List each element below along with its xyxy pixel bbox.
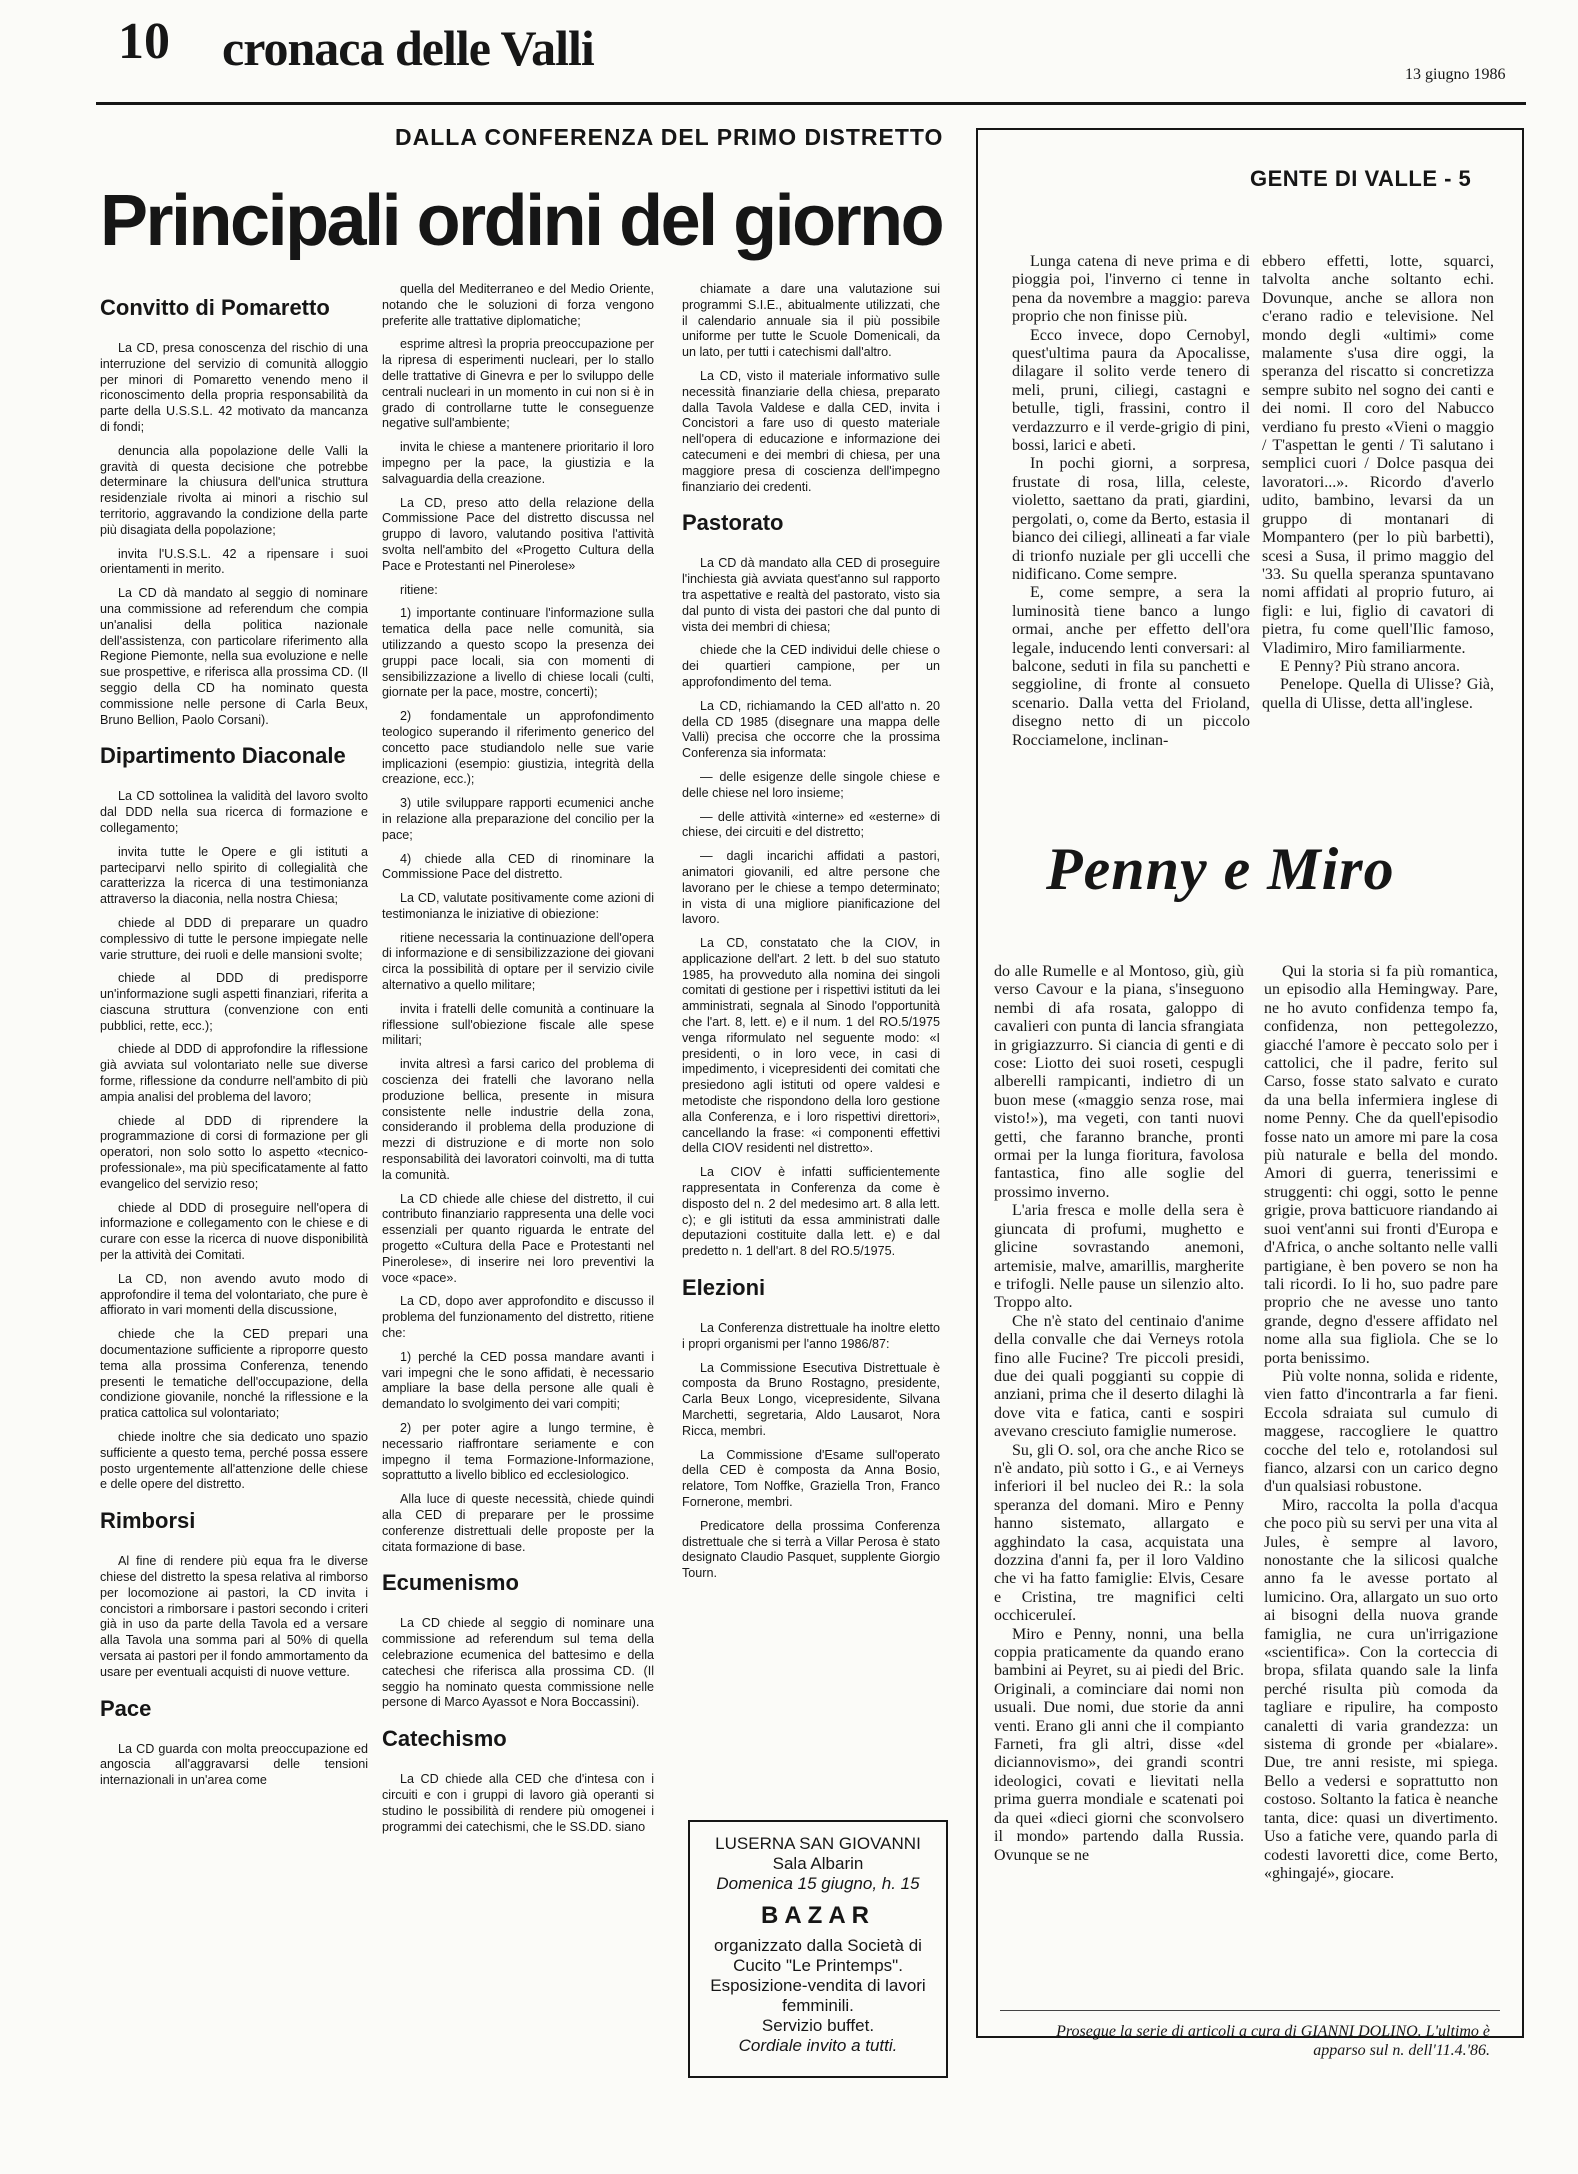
paragraph: 4) chiede alla CED di rinominare la Commissione Pace del distretto. bbox=[382, 851, 654, 882]
paragraph: Ecco invece, dopo Cernobyl, quest'ultima paura da Apocalisse, dilagare il solito verde tenero di meli, pruni, ciliegi, castagni e betulle, tigli, frassini, contro il verdazzurro e il verde-grigio di pini, bossi, larici e abeti. bbox=[1012, 326, 1250, 455]
paragraph: 1) perché la CED possa mandare avanti i vari impegni che le sono affidati, è necessario ampliare la base della persone alle quali è demandato lo svolgimento dei vari compiti; bbox=[382, 1349, 654, 1412]
paragraph: — dagli incarichi affidati a pastori, animatori giovanili, ed altre persone che lavorano per le chiese a tempo determinato; in vista di una migliore pianificazione del lavoro. bbox=[682, 849, 940, 927]
paragraph: Qui la storia si fa più romantica, un episodio alla Hemingway. Pare, ne ho avuto confidenza tempo fa, confidenza, non pettegolezzo, giacché l'amore è peccato solo per i cattolici, che il padre, ferito sul Carso, fosse stato salvato e curato da una bella infermiera inglese di nome Penny. Che da quell'episodio fosse nato un amore mi pare la cosa più naturale e bella del mondo. Amori di guerra, tenerissimi e struggenti: chi oggi, sotto le penne grigie, prova batticuore riandando ai suoi vent'anni sui fronti d'Europa e d'Africa, o anche soltanto nelle valli partigiane, è ben povero se non ha tali ricordi. Io li ho, suo padre pare proprio che ne avesse uno tanto grande, degno d'essere affidato nel nome alla sua figliola. Che se lo porta benissimo. bbox=[1264, 963, 1498, 1367]
gente-column-1 bbox=[1012, 253, 1250, 750]
paragraph: La CD chiede alle chiese del distretto, il cui contributo finanziario rappresenta una delle voci essenziali per quanto riguarda le entrate del progetto «Cultura della Pace e Protestanti nel Pinerolese», di inserire nei loro preventivi la voce «pace». bbox=[382, 1191, 654, 1285]
paragraph: chiede che la CED prepari una documentazione sufficiente a riproporre questo tema alla prossima Conferenza, tenendo presenti le tematiche dell'occupazione, della condizione giovanile, nonché la riflessione e la pratica cattolica sul volontariato; bbox=[100, 1327, 368, 1421]
paragraph: chiede al DDD di riprendere la programmazione di corsi di formazione per gli operatori, non solo sotto lo aspetto «tecnico-professionale», ma più specificatamente al fatto evangelico del servizio reso; bbox=[100, 1113, 368, 1191]
paragraph: ritiene necessaria la continuazione dell'opera di informazione e di sensibilizzazione dei giovani circa la possibilità di optare per il servizio civile alternativo a quello militare; bbox=[382, 930, 654, 993]
paragraph: invita le chiese a mantenere prioritario il loro impegno per la pace, la giustizia e la salvaguardia della creazione. bbox=[382, 440, 654, 486]
paragraph: La CD dà mandato al seggio di nominare una commissione ad referendum che compia un'analisi della politica nazionale dell'assistenza, con particolare riferimento alla Regione Piemonte, nella sua evoluzione e nelle sue prospettive, e riferisca alla prossima CD. (Il seggio della CD ha nominato questa commissione nelle persone di Carla Beux, Bruno Bellion, Paolo Corsani). bbox=[100, 586, 368, 727]
paragraph: La CD chiede al seggio di nominare una commissione ad referendum sul tema della celebrazione ecumenica del battesimo e della catechesi che riferisca alla prossima CD. (Il seggio ha nominato questa commissione nelle persone di Marco Ayassot e Nora Boccassini). bbox=[382, 1616, 654, 1710]
paragraph: 2) per poter agire a lungo termine, è necessario riaffrontare seriamente e con impegno il tema Formazione-Informazione, soprattutto a livello biblico ed ecclesiologico. bbox=[382, 1421, 654, 1483]
section-kicker: DALLA CONFERENZA DEL PRIMO DISTRETTO bbox=[395, 124, 944, 150]
paragraph: Penelope. Quella di Ulisse? Già, quella di Ulisse, detta all'inglese. bbox=[1262, 676, 1494, 712]
paragraph: invita tutte le Opere e gli istituti a parteciparvi nello spirito di collegialità che caratterizza la ricerca di una testimonianza attraverso la diaconia, nella nostra Chiesa; bbox=[100, 844, 368, 907]
paragraph: esprime altresì la propria preoccupazione per la ripresa di esperimenti nucleari, per lo stallo delle trattative di Ginevra e per lo sviluppo delle centrali nucleari in un momento in cui non si è in grado di controllarne tutte le conseguenze negative sull'ambiente; bbox=[382, 337, 654, 431]
paragraph: Alla luce di queste necessità, chiede quindi alla CED di preparare per le prossime conferenze distrettuali delle proposte per la citata formazione di base. bbox=[382, 1492, 654, 1554]
footer-divider bbox=[1000, 2010, 1500, 2011]
paragraph: Miro e Penny, nonni, una bella coppia praticamente da quando erano bambini ai Peyret, su ai piedi del Bric. Originali, a cominciare dai nomi non usuali. Due nomi, due storie da anni venti. Erano gli anni che il compianto Farneti, fra gli altri, disse «del diciannovismo», dei grandi scontri ideologici, covati e lievitati nella prima guerra mondiale e scatenati poi da quei «dieci giorni che sconvolsero il mondo» partendo dalla Russia. Ovunque se ne bbox=[994, 1625, 1244, 1864]
paragraph: chiede che la CED individui delle chiese o dei quartieri campione, per un approfondimento del tema. bbox=[682, 643, 940, 689]
paragraph: 1) importante continuare l'informazione sulla tematica della pace nelle comunità, sia utilizzando a questo scopo la presenza dei gruppi pace locali, sia con momenti di sensibilizzazione a livello di chiese locali (culti, giornate per la pace, mostre, concerti); bbox=[382, 606, 654, 700]
bazar-invite: Cordiale invito a tutti. bbox=[738, 2036, 898, 2055]
section-heading: Elezioni bbox=[682, 1275, 766, 1301]
paragraph: La CD, dopo aver approfondito e discusso il problema del funzionamento del distretto, ritiene che: bbox=[382, 1294, 654, 1341]
paragraph: La CD, richiamando la CED all'atto n. 20 della CD 1985 (disegnare una mappa delle Valli) precisa che occorre che la prossima Conferenza sia informata: bbox=[682, 698, 940, 761]
paragraph: La Conferenza distrettuale ha inoltre eletto i propri organismi per l'anno 1986/87: bbox=[682, 1321, 940, 1351]
paragraph: Che n'è stato del centinaio d'anime della convalle che dai Verneys rotola fino alle Fucine? Tre piccoli presidi, due dei quali poggianti su coppie di anziani, prima che il deserto dilaghi là dove vita e fatica, canti e sospiri avevano cresciuto famiglie numerose. bbox=[994, 1312, 1244, 1441]
section-heading: Convitto di Pomaretto bbox=[100, 295, 330, 320]
paragraph: La CD, valutate positivamente come azioni di testimonianza le iniziative di obiezione: bbox=[382, 891, 654, 921]
paragraph: La CD, constatato che la CIOV, in applicazione dell'art. 2 lett. b del suo statuto 1985, ha provveduto alla nomina dei singoli comitati di gestione per i rispettivi istituti da lei amministrati, segnala al Sinodo l'opportunità che l'art. 8, lett. e) e il num. 1 del RO.5/1975 venga riformulato nel seguente modo: «I presidenti, o in loro vece, in casi di impedimento, i vicepresidenti dei comitati che presiedono agli istituti od opere valdesi e metodiste che rispondono della loro gestione alla Conferenza, e i loro rispettivi direttori», cancellando la frase: «i componenti effettivi della CIOV residenti nel distretto». bbox=[682, 936, 940, 1156]
paragraph: chiede al DDD di proseguire nell'opera di informazione e collegamento con le chiese e di curare con esse la ricerca di nuove disponibilità per la attività dei Comitati. bbox=[100, 1200, 368, 1263]
paragraph: chiede al DDD di preparare un quadro complessivo di tutte le persone impiegate nelle varie strutture, dei ruoli e delle mansioni svolte; bbox=[100, 915, 368, 962]
paragraph: 3) utile sviluppare rapporti ecumenici anche in relazione alla preparazione del concilio per la pace; bbox=[382, 796, 654, 842]
article-column-3 bbox=[682, 282, 940, 1590]
paragraph: La CD sottolinea la validità del lavoro svolto dal DDD nella sua ricerca di formazione e collegamento; bbox=[100, 789, 368, 835]
section-heading: Dipartimento Diaconale bbox=[100, 743, 346, 769]
paragraph: 2) fondamentale un approfondimento teologico superando il riferimento generico del concetto pace studiandolo nelle sue varie implicazioni (esempio: giustizia, integrità della creazione, ecc.); bbox=[382, 709, 654, 787]
bazar-description: organizzato dalla Società di Cucito "Le Printemps". Esposizione-vendita di lavori femminili. bbox=[710, 1936, 926, 2015]
paragraph: La CD dà mandato alla CED di proseguire l'inchiesta già avviata quest'anno sul rapporto tra aspettative e realtà del pastorato, visto sia dal punto di vista dei pastori che dal punto di vista dei membri di chiesa; bbox=[682, 556, 940, 634]
paragraph: — delle esigenze delle singole chiese e delle chiese nel loro insieme; bbox=[682, 769, 940, 800]
paragraph: — delle attività «interne» ed «esterne» di chiese, dei circuiti e del distretto; bbox=[682, 809, 940, 840]
main-headline: Principali ordini del giorno bbox=[100, 181, 943, 261]
paragraph: La CD, presa conoscenza del rischio di una interruzione del servizio di comunità alloggio per minori di Pomaretto venendo meno il riconoscimento della propria responsabilità da parte della U.S.S.L. 42 motivato da mancanza di fondi; bbox=[100, 341, 368, 434]
bazar-announcement-box bbox=[688, 1820, 948, 2078]
bazar-date: Domenica 15 giugno, h. 15 bbox=[716, 1874, 920, 1893]
section-heading: Ecumenismo bbox=[382, 1570, 519, 1596]
bazar-title: BAZAR bbox=[761, 1902, 875, 1929]
paragraph: La Commissione Esecutiva Distrettuale è composta da Bruno Rostagno, presidente, Carla Beux Longo, vicepresidente, Silvana Marchetti, segretaria, Aldo Lausarot, Nora Ricca, membri. bbox=[682, 1360, 940, 1438]
article-title-penny-e-miro: Penny e Miro bbox=[1046, 836, 1395, 902]
paragraph: chiede al DDD di predisporre un'informazione sugli aspetti finanziari, riferita a ciascuna struttura (convenzione con enti pubblici, rette, ecc.); bbox=[100, 971, 368, 1033]
gente-column-4 bbox=[1264, 963, 1498, 1883]
issue-date: 13 giugno 1986 bbox=[1405, 66, 1506, 83]
section-heading: Pastorato bbox=[682, 510, 784, 536]
paragraph: La Commissione d'Esame sull'operato della CED è composta da Anna Bosio, relatore, Tom Noffke, Graziella Tron, Franco Fornerone, membri. bbox=[682, 1447, 940, 1509]
paragraph: La CD guarda con molta preoccupazione ed angoscia all'aggravarsi delle tensioni internazionali in un'area come bbox=[100, 1741, 368, 1788]
paragraph: chiede al DDD di approfondire la riflessione già avviata sul volontariato nelle sue diverse forme, riflessione da condurre nell'ambito di più ampia analisi del problema del lavoro; bbox=[100, 1042, 368, 1104]
gente-column-3 bbox=[994, 963, 1244, 1865]
paragraph: chiamate a dare una valutazione sui programmi S.I.E., abitualmente utilizzati, che il calendario annuale sia il più possibile uniforme per tutte le Scuole Domenicali, da un lato, per tutti i catechismi dall'altro. bbox=[682, 282, 940, 360]
paragraph: chiede inoltre che sia dedicato uno spazio sufficiente a questo tema, perché possa essere posto urgentemente all'attenzione delle chiese e delle opere del distretto. bbox=[100, 1430, 368, 1492]
paragraph: Predicatore della prossima Conferenza distrettuale che si terrà a Villar Perosa è stato designato Claudio Pasquet, supplente Giorgio Tourn. bbox=[682, 1518, 940, 1581]
paragraph: E Penny? Più strano ancora. bbox=[1280, 657, 1460, 675]
header-rule bbox=[96, 102, 1526, 105]
gente-column-2 bbox=[1262, 253, 1494, 713]
bazar-buffet: Servizio buffet. bbox=[761, 2016, 875, 2035]
paragraph: ritiene: bbox=[400, 582, 438, 597]
section-heading: Rimborsi bbox=[100, 1508, 196, 1534]
paragraph: La CD, preso atto della relazione della Commissione Pace del distretto discussa nel gruppo di lavoro, valutando positiva l'attività svolta nell'ambito del «Progetto Cultura della Pace e Protestanti nel Pinerolese» bbox=[382, 495, 654, 573]
paragraph: Più volte nonna, solida e ridente, vien fatto d'incontrarla a far fieni. Eccola sdraiata sul cumulo di maggese, raccogliere le quattro cocche del telo e, rotolandosi sul fianco, alzarsi con un carico degno d'un qualsiasi robustone. bbox=[1264, 1367, 1498, 1496]
paragraph: La CD chiede alla CED che d'intesa con i circuiti e con i gruppi di lavoro già operanti si studino le possibilità di rendere più omogenei i programmi dei catechismi, che le SS.DD. siano bbox=[382, 1772, 654, 1834]
paragraph: In pochi giorni, a sorpresa, frustate di rosa, lilla, celeste, violetto, saettano da prati, giardini, pergolati, o, come da Berto, estasia il bianco dei ciliegi, allineati a far viale di trionfo nuziale per gli uccelli che nidificano. Come sempre. bbox=[1012, 455, 1250, 583]
paragraph: denuncia alla popolazione delle Valli la gravità di questa decisione che potrebbe determinare la chiusura dell'unica struttura residenziale rivolta ai minori a rischio sul territorio, aggravando la condizione della parte più disagiata della popolazione; bbox=[100, 443, 368, 537]
paragraph: L'aria fresca e molle della sera è giuncata di profumi, mughetto e glicine sovrastando anemoni, artemisie, malve, amarillis, margherite e trifogli. Nelle pause un silenzio alto. Troppo alto. bbox=[994, 1202, 1244, 1312]
paragraph: do alle Rumelle e al Montoso, giù, giù verso Cavour e la piana, s'inseguono nembi di afa rosata, galoppo di cavalieri con punta di lancia sfrangiata in grigiazzurro. Si ciancia di genti e di cose: Liotto dei suoi roseti, cespugli alberelli rampicanti, indietro di un buon mese («maggio senza rose, mai visto!»), ma vegeti, con tanti nuovi getti, che faranno branche, pronti ormai per la lunga fioritura, favolosa fantastica, fino alle soglie del prossimo inverno. bbox=[994, 963, 1244, 1201]
paragraph: Al fine di rendere più equa fra le diverse chiese del distretto la spesa relativa al rimborso per locomozione ai pastori, la CD invita i concistori a rimborsare i pastori secondo i criteri già in uso da parte della Tavola ed a versare alla Tavola una somma pari al 50% di quella versata ai pastori per il fondo ammortamento da usare per eventuali acquisti di nuove vetture. bbox=[100, 1554, 368, 1679]
section-heading: Catechismo bbox=[382, 1726, 507, 1752]
gente-di-valle-title: GENTE DI VALLE - 5 bbox=[1250, 166, 1472, 191]
paragraph: ebbero effetti, lotte, squarci, talvolta anche soltanto echi. Dovunque, anche se allora non c'erano radio e televisione. Nel mondo degli «ultimi» come malamente s'usa dire oggi, la speranza del riscatto si concretizza sempre subito nel sogno dei canti e dei nomi. Il coro del Nabucco verdiano fu presto «Vieni o maggio / T'aspettan le genti / Ti salutano i semplici cuori / Dolce pasqua dei lavoratori...». Ricordo d'averlo udito, bambino, levarsi da un gruppo di montanari di Mompantero (per lo più barbetti), scesi a Susa, il primo maggio del '33. Su quella speranza spuntavano nomi affidati al proprio futuro, ai figli: e lui, figlio di cavatori di pietra, fu come quell'Ilic famoso, Vladimiro, Miro familiarmente. bbox=[1262, 253, 1494, 657]
section-heading: Pace bbox=[100, 1695, 152, 1721]
paragraph: Lunga catena di neve prima e di pioggia poi, l'inverno ci tenne in pena da novembre a maggio: pareva proprio che non finisse più. bbox=[1012, 253, 1250, 326]
paragraph: E, come sempre, a sera la luminosità tiene banco a lungo ormai, anche per effetto dell'ora legale, inducendo lenti conversari: al balcone, seduti in fila su panchetti e seggioline, di fronte al consueto scenario. Dalla vetta del Frioland, disegno netto di un piccolo Rocciamelone, inclinan- bbox=[1012, 584, 1250, 749]
bazar-location: LUSERNA SAN GIOVANNI bbox=[715, 1834, 921, 1853]
article-column-1 bbox=[100, 280, 368, 1797]
article-column-2 bbox=[382, 282, 654, 1843]
paragraph: invita l'U.S.S.L. 42 a ripensare i suoi orientamenti in merito. bbox=[100, 546, 368, 577]
page-number: 10 bbox=[118, 13, 170, 70]
paragraph: La CD, non avendo avuto modo di approfondire il tema del volontariato, che pure è affiorato in vari momenti della discussione, bbox=[100, 1271, 368, 1318]
paragraph: quella del Mediterraneo e del Medio Oriente, notando che le soluzioni di forza vengono preferite alle trattative diplomatiche; bbox=[382, 282, 654, 328]
paragraph: invita i fratelli delle comunità a continuare la riflessione sull'obiezione fiscale alle spese militari; bbox=[382, 1001, 654, 1048]
masthead: cronaca delle Valli bbox=[222, 20, 594, 76]
paragraph: Miro, raccolta la polla d'acqua che poco più su servi per una vita al Jules, è sempre al lavoro, nonostante che la silicosi qualche anno fa le avesse portato al lumicino. Ora, allargato un suo orto ai bisogni della nuova grande famiglia, ne cura un'irrigazione «scientifica». Con la corteccia di bropa, sfilata quando sale la linfa perché risulta più comoda da tagliare e ripulire, ha composto canaletti di varia grandezza: un sistema di gronde per «bialare». Due, tre anni resiste, mi spiega. Bello a vedersi e soprattutto non costoso. Soltanto la fatica è neanche tanta, dice: quasi un divertimento. Uso a fatiche vere, quando parla di codesti lavoretti dice, come Berto, «ghingajé», giocare. bbox=[1264, 1496, 1498, 1882]
bazar-venue: Sala Albarin bbox=[772, 1854, 864, 1873]
paragraph: La CIOV è infatti sufficientemente rappresentata in Conferenza da come è disposto del n. 2 del medesimo art. 8 alla lett. c); e gli istituti da essa amministrati dalle deputazioni costituite dalla lett. e) e dal predetto n. 1 dell'art. 8 del RO.5/1975. bbox=[682, 1165, 940, 1259]
paragraph: invita altresì a farsi carico del problema di coscienza dei fratelli che lavorano nella produzione bellica, presente in misura consistente nelle industrie della zona, considerando il problema della produzione di mezzi di distruzione e di morte non solo responsabilità dei lavoratori coinvolti, ma di tutta la comunità. bbox=[382, 1057, 654, 1182]
paragraph: Su, gli O. sol, ora che anche Rico se n'è andato, più sotto i G., e ai Verneys inferiori il bel nucleo dei R.: la sola speranza del domani. Miro e Penny hanno sistemato, allargato e agghindato la casa, acquistata una dozzina d'anni fa, per il loro Valdino che vi ha fatto famiglie: Elvis, Cesare e Cristina, tre magnifici celti occhiceruleí. bbox=[994, 1441, 1244, 1625]
paragraph: La CD, visto il materiale informativo sulle necessità finanziarie della chiesa, preparato dalla Tavola Valdese e dalla CED, invita i Concistori a fare uso di questo materiale nell'opera di educazione e informazione dei catecumeni e dei membri di chiesa, per una maggiore presa di coscienza dell'impegno finanziario dei credenti. bbox=[682, 368, 940, 494]
series-footer-note: Prosegue la serie di articoli a cura di GIANNI DOLINO. L'ultimo è apparso sul n. dell'11.4.'86. bbox=[1056, 2023, 1490, 2059]
